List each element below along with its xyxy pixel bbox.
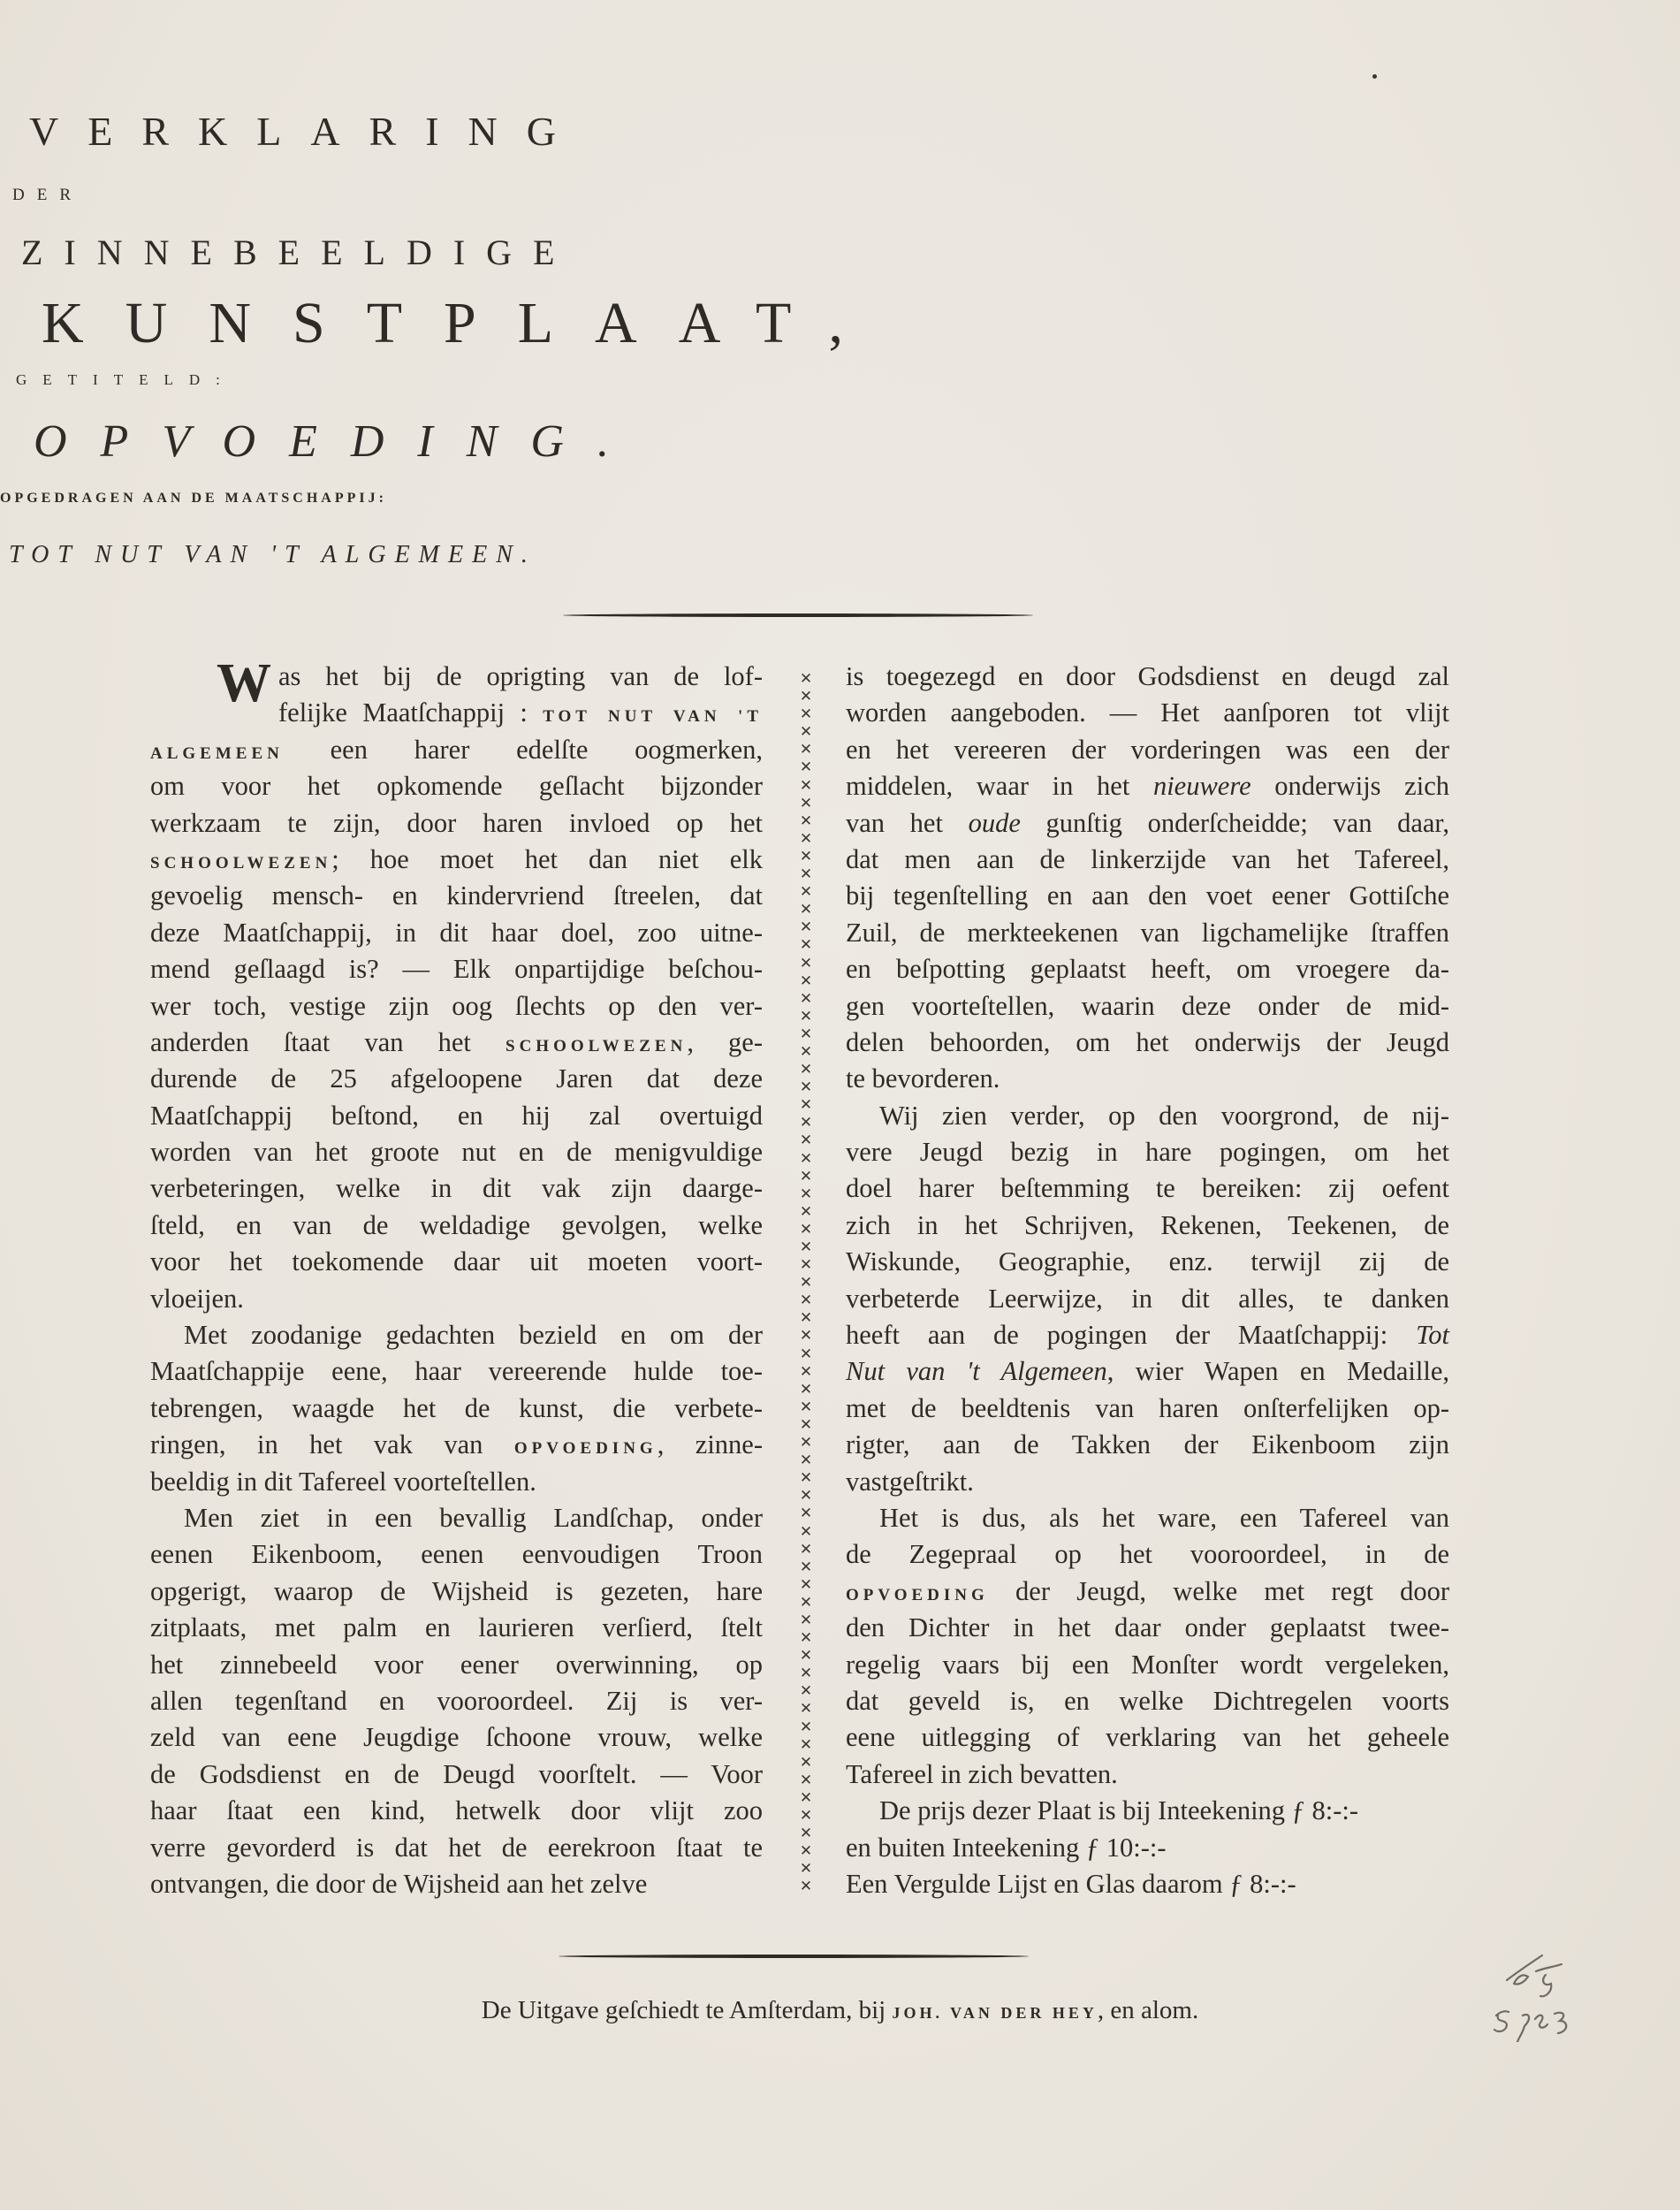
text-line [846, 1317, 1449, 1353]
text-line [150, 1353, 763, 1390]
divider-ornament-mark: ✕ [799, 1025, 813, 1043]
divider-ornament-mark: ✕ [799, 1665, 813, 1683]
text-run: beeldig in dit Tafereel voorteſtellen. [150, 1466, 536, 1497]
text-run: allen tegenſtand en vooroordeel. Zij is ver- [150, 1685, 763, 1716]
text-run: is toegezegd en door Godsdienst en deugd zal [846, 661, 1449, 691]
text-run: vastgeſtrikt. [846, 1466, 974, 1497]
text-line [846, 1574, 1449, 1610]
divider-ornament-mark: ✕ [799, 776, 813, 795]
imprint-prefix: De Uitgave geſchiedt te Amſterdam, bij [481, 1996, 893, 2024]
divider-ornament-mark: ✕ [799, 1771, 813, 1789]
text-run: rigter, aan de Takken der Eikenboom zijn [846, 1429, 1449, 1460]
text-line [150, 1536, 763, 1573]
text-line [150, 1025, 763, 1061]
italic-text: nieuwere [1152, 771, 1251, 802]
text-line [846, 1830, 1449, 1866]
title-getiteld: GETITELD: [16, 371, 236, 388]
divider-ornament-mark: ✕ [799, 1274, 813, 1292]
left-column [150, 653, 763, 1902]
text-line [846, 1244, 1449, 1280]
divider-ornament-mark: ✕ [799, 847, 813, 865]
text-line [846, 1208, 1449, 1244]
right-column-text [846, 659, 1449, 1902]
text-run: eene uitlegging of verklaring van het geheele [846, 1722, 1449, 1753]
divider-ornament-mark: ✕ [799, 1469, 813, 1488]
imprint-suffix: , en alom. [1097, 1996, 1199, 2024]
text-run: De prijs dezer Plaat is bij Inteekening ƒ 8:-:- [879, 1795, 1359, 1826]
divider-ornament-mark: ✕ [799, 1878, 813, 1896]
column-divider-ornament [797, 670, 815, 1908]
text-run: met de beeldtenis van haren onſterfelijken op- [846, 1392, 1449, 1423]
text-line [150, 878, 763, 914]
text-run: zeld van eene Jeugdige ſchoone vrouw, welke [150, 1722, 763, 1753]
divider-ornament-mark: ✕ [799, 883, 813, 902]
title-verklaring: VERKLARING [29, 109, 585, 154]
text-run: Maatſchappije eene, haar vereerende hulde toe- [150, 1356, 763, 1387]
text-line [846, 695, 1449, 731]
text-run: werkzaam te zijn, door haren invloed op het [150, 807, 763, 838]
divider-ornament-mark: ✕ [799, 1327, 813, 1345]
text-run: gunſtig onderſcheidde; van daar, [1020, 807, 1449, 838]
text-line [846, 1866, 1449, 1902]
divider-ornament-mark: ✕ [799, 1700, 813, 1718]
divider-ornament-mark: ✕ [799, 1522, 813, 1541]
divider-ornament-mark: ✕ [799, 1505, 813, 1523]
text-line [846, 805, 1449, 842]
drop-cap: W [217, 653, 270, 713]
divider-ornament-mark: ✕ [799, 865, 813, 884]
divider-ornament-mark: ✕ [799, 1185, 813, 1203]
divider-ornament-mark: ✕ [799, 1629, 813, 1648]
imprint-publisher: JOH. VAN DER HEY [892, 2004, 1098, 2022]
text-run: , zinne- [657, 1429, 763, 1460]
text-run: verre gevorderd is dat het de eerekroon ſtaat te [150, 1832, 763, 1863]
text-run: voor het toekomende daar uit moeten voort- [150, 1246, 763, 1277]
imprint-line [0, 1996, 1680, 2025]
text-line [150, 1281, 763, 1317]
text-run: dat geveld is, en welke Dichtregelen voorts [846, 1685, 1449, 1716]
divider-ornament-mark: ✕ [799, 1575, 813, 1594]
divider-ornament-mark: ✕ [799, 1434, 813, 1452]
text-line [150, 915, 763, 951]
text-line [846, 659, 1449, 695]
divider-ornament-mark: ✕ [799, 1096, 813, 1115]
divider-ornament-mark: ✕ [799, 1842, 813, 1861]
text-line [846, 1281, 1449, 1317]
text-line [846, 1647, 1449, 1683]
divider-ornament-mark: ✕ [799, 1042, 813, 1061]
text-line [150, 1098, 763, 1134]
divider-ornament-mark: ✕ [799, 1540, 813, 1558]
text-run: gen voorteſtellen, waarin deze onder de mid- [846, 990, 1449, 1021]
divider-ornament-mark: ✕ [799, 989, 813, 1008]
text-line [150, 842, 763, 878]
handwritten-inventory-number [1487, 1945, 1593, 2042]
text-run: der Jeugd, welke met regt door [988, 1575, 1449, 1606]
divider-ornament-mark: ✕ [799, 1788, 813, 1807]
text-line [846, 1757, 1449, 1793]
divider-ornament-mark: ✕ [799, 1647, 813, 1665]
text-line [150, 1244, 763, 1280]
text-line [150, 805, 763, 842]
text-run: ſteld, en van de weldadige gevolgen, welke [150, 1209, 763, 1240]
divider-ornament-mark: ✕ [799, 1593, 813, 1612]
right-column [846, 659, 1449, 1902]
text-run: Het is dus, als het ware, een Tafereel van [879, 1502, 1449, 1533]
text-line [846, 1683, 1449, 1719]
divider-ornament-mark: ✕ [799, 1611, 813, 1629]
divider-ornament-mark: ✕ [799, 1078, 813, 1097]
divider-ornament-mark: ✕ [799, 1753, 813, 1772]
text-run: om voor het opkomende geſlacht bijzonder [150, 771, 763, 802]
divider-ornament-mark: ✕ [799, 936, 813, 955]
divider-ornament-mark: ✕ [799, 1345, 813, 1363]
text-run: regelig vaars bij een Monſter wordt vergeleken, [846, 1649, 1449, 1680]
top-rule-divider [563, 613, 1033, 617]
text-run: as het bij de oprigting van de lof- [278, 661, 763, 691]
dedication-line: OPGEDRAGEN AAN DE MAATSCHAPPIJ: [0, 491, 387, 506]
divider-ornament-mark: ✕ [799, 723, 813, 742]
text-run: eenen Eikenboom, eenen eenvoudigen Troon [150, 1539, 763, 1570]
text-run: het zinnebeeld voor eener overwinning, op [150, 1649, 763, 1680]
text-line [846, 951, 1449, 987]
small-caps-text: OPVOEDING [513, 1439, 658, 1459]
divider-ornament-mark: ✕ [799, 794, 813, 812]
text-run: anderden ſtaat van het [150, 1026, 506, 1057]
text-run: den Dichter in het daar onder geplaatst twee- [846, 1612, 1449, 1643]
text-line [150, 1830, 763, 1866]
text-line [846, 1098, 1449, 1134]
text-run: opgerigt, waarop de Wijsheid is gezeten, hare [150, 1575, 763, 1606]
divider-ornament-mark: ✕ [799, 1398, 813, 1416]
divider-ornament-mark: ✕ [799, 1114, 813, 1132]
society-name: TOT NUT VAN 'T ALGEMEEN. [9, 541, 536, 568]
text-line [846, 1061, 1449, 1097]
divider-ornament-mark: ✕ [799, 901, 813, 919]
text-run: te bevorderen. [846, 1063, 1000, 1094]
ink-speck [1372, 74, 1377, 79]
text-run: Wij zien verder, op den voorgrond, de nij- [879, 1100, 1449, 1131]
divider-ornament-mark: ✕ [799, 670, 813, 688]
italic-text: Tot [1416, 1320, 1449, 1351]
divider-ornament-mark: ✕ [799, 954, 813, 972]
text-line [150, 1574, 763, 1610]
text-run: felijke Maatſchappij : [278, 697, 544, 728]
divider-ornament-mark: ✕ [799, 1061, 813, 1079]
text-run: durende de 25 afgeloopene Jaren dat deze [150, 1063, 763, 1094]
text-run: ontvangen, die door de Wijsheid aan het zelve [150, 1868, 648, 1899]
text-run: zitplaats, met palm en laurieren verſierd, ſtelt [150, 1612, 763, 1643]
text-line [150, 1317, 763, 1353]
text-run: Wiskunde, Geographie, enz. terwijl zij de [846, 1246, 1449, 1277]
text-run: de Godsdienst en de Deugd voorſtelt. — Voor [150, 1758, 763, 1789]
text-line [846, 878, 1449, 914]
text-line [150, 1500, 763, 1536]
divider-ornament-mark: ✕ [799, 972, 813, 990]
small-caps-text: ALGEMEEN [150, 743, 284, 763]
divider-ornament-mark: ✕ [799, 758, 813, 777]
text-line [846, 842, 1449, 878]
divider-ornament-mark: ✕ [799, 1007, 813, 1025]
text-run: zich in het Schrijven, Rekenen, Teekenen, de [846, 1209, 1449, 1240]
text-run: verbeterde Leerwijze, in dit alles, te danken [846, 1283, 1449, 1314]
divider-ornament-mark: ✕ [799, 1415, 813, 1434]
small-caps-text: SCHOOLWEZEN [150, 853, 332, 873]
text-run: een harer edelſte oogmerken, [283, 734, 763, 765]
divider-ornament-mark: ✕ [799, 1220, 813, 1238]
divider-ornament-mark: ✕ [799, 1292, 813, 1310]
text-run: mend geſlaagd is? — Elk onpartijdige beſchou- [150, 954, 763, 985]
text-line [150, 1719, 763, 1756]
text-line [846, 1427, 1449, 1463]
text-line [846, 1536, 1449, 1573]
divider-ornament-mark: ✕ [799, 1202, 813, 1221]
text-line [846, 732, 1449, 768]
divider-ornament-mark: ✕ [799, 1487, 813, 1505]
text-line [150, 1061, 763, 1097]
text-run: bij tegenſtelling en aan den voet eener Gottiſche [846, 880, 1449, 911]
divider-ornament-mark: ✕ [799, 918, 813, 937]
text-run: verbeteringen, welke in dit vak zijn daarge- [150, 1173, 763, 1204]
text-run: Een Vergulde Lijst en Glas daarom ƒ 8:-:- [846, 1868, 1296, 1899]
text-line [150, 988, 763, 1025]
divider-ornament-mark: ✕ [799, 1380, 813, 1398]
bottom-rule-divider [559, 1955, 1029, 1958]
small-caps-text: TOT NUT VAN 'T [543, 707, 763, 727]
text-line [846, 768, 1449, 804]
text-run: ringen, in het vak van [150, 1429, 514, 1460]
left-column-text [150, 653, 763, 1902]
text-run: Maatſchappij beſtond, en hij zal overtuigd [150, 1100, 763, 1131]
text-run: dat men aan de linkerzijde van het Tafereel, [846, 843, 1449, 874]
text-run: vere Jeugd bezig in hare pogingen, om het [846, 1137, 1449, 1168]
divider-ornament-mark: ✕ [799, 1309, 813, 1328]
divider-ornament-mark: ✕ [799, 829, 813, 848]
divider-ornament-mark: ✕ [799, 1362, 813, 1381]
text-line [150, 1391, 763, 1427]
text-run: gevoelig mensch- en kindervriend ſtreelen, dat [150, 880, 763, 911]
text-run: ; hoe moet het dan niet elk [331, 843, 763, 874]
text-line [846, 1391, 1449, 1427]
text-line [150, 1683, 763, 1719]
text-line [846, 1610, 1449, 1646]
text-run: en beſpotting geplaatst heeft, om vroegere da- [846, 954, 1449, 985]
text-line [150, 1134, 763, 1170]
text-line [150, 1427, 763, 1463]
divider-ornament-mark: ✕ [799, 1718, 813, 1736]
divider-ornament-mark: ✕ [799, 1149, 813, 1168]
divider-ornament-mark: ✕ [799, 1825, 813, 1843]
divider-ornament-mark: ✕ [799, 1558, 813, 1576]
text-run: en het vereeren der vorderingen was een der [846, 734, 1449, 765]
text-line [846, 1464, 1449, 1500]
italic-text: oude [968, 807, 1021, 838]
text-run: tebrengen, waagde het de kunst, die verbete- [150, 1392, 763, 1423]
text-line [150, 1866, 763, 1902]
text-line [846, 1134, 1449, 1170]
text-run: middelen, waar in het [846, 771, 1153, 802]
text-line [150, 1757, 763, 1793]
text-line [150, 1610, 763, 1646]
text-line [846, 1793, 1449, 1829]
text-run: deze Maatſchappij, in dit haar doel, zoo uitne- [150, 917, 763, 948]
text-line [846, 1500, 1449, 1536]
text-line [150, 732, 763, 768]
text-run: Met zoodanige gedachten bezield en om der [184, 1320, 763, 1351]
divider-ornament-mark: ✕ [799, 1807, 813, 1825]
divider-ornament-mark: ✕ [799, 1132, 813, 1150]
divider-ornament-mark: ✕ [799, 1735, 813, 1754]
text-line [150, 768, 763, 804]
small-caps-text: OPVOEDING [846, 1585, 989, 1604]
text-run: delen behoorden, om het onderwijs der Jeugd [846, 1026, 1449, 1057]
text-run: worden aangeboden. — Het aanſporen tot vlijt [846, 697, 1449, 728]
title-zinnebeeldige: ZINNEBEELDIGE [21, 232, 576, 272]
text-line [150, 1793, 763, 1829]
text-line [150, 1464, 763, 1500]
divider-ornament-mark: ✕ [799, 1167, 813, 1185]
text-line [846, 988, 1449, 1025]
title-opvoeding: OPVOEDING. [34, 416, 642, 467]
text-run: worden van het groote nut en de menigvuldige [150, 1137, 763, 1168]
italic-text: Nut van 't Algemeen [846, 1356, 1107, 1387]
text-run: onderwijs zich [1250, 771, 1449, 802]
divider-ornament-mark: ✕ [799, 1256, 813, 1275]
small-caps-text: SCHOOLWEZEN [506, 1036, 688, 1055]
divider-ornament-mark: ✕ [799, 688, 813, 706]
text-run: Men ziet in een bevallig Landſchap, onder [184, 1502, 763, 1533]
divider-ornament-mark: ✕ [799, 1452, 813, 1470]
divider-ornament-mark: ✕ [799, 1860, 813, 1878]
text-run: heeft aan de pogingen der Maatſchappij: [846, 1320, 1417, 1351]
divider-ornament-mark: ✕ [799, 1682, 813, 1701]
title-kunstplaat: KUNSTPLAAT, [42, 291, 885, 355]
text-line [150, 1647, 763, 1683]
text-line [846, 1025, 1449, 1061]
title-der: DER [12, 186, 83, 204]
text-line [150, 951, 763, 987]
text-line [846, 915, 1449, 951]
divider-ornament-mark: ✕ [799, 741, 813, 759]
text-run: Zuil, de merkteekenen van ligchamelijke ſtraffen [846, 917, 1449, 948]
text-run: van het [846, 807, 969, 838]
text-run: de Zegepraal op het vooroordeel, in de [846, 1539, 1449, 1570]
text-line [150, 1170, 763, 1207]
text-line [846, 1719, 1449, 1756]
text-run: en buiten Inteekening ƒ 10:-:- [846, 1832, 1167, 1863]
divider-ornament-mark: ✕ [799, 812, 813, 830]
text-run: Tafereel in zich bevatten. [846, 1758, 1118, 1789]
text-line [846, 1170, 1449, 1207]
text-run: vloeijen. [150, 1283, 244, 1314]
text-run: wer toch, vestige zijn oog ſlechts op den ver- [150, 990, 763, 1021]
divider-ornament-mark: ✕ [799, 1238, 813, 1256]
text-run: haar ſtaat een kind, hetwelk door vlijt zoo [150, 1795, 763, 1826]
text-run: , wier Wapen en Medaille, [1106, 1356, 1449, 1387]
text-run: , ge- [687, 1026, 763, 1057]
text-line [150, 1208, 763, 1244]
text-run: doel harer beſtemming te bereiken: zij oefent [846, 1173, 1449, 1204]
divider-ornament-mark: ✕ [799, 705, 813, 724]
text-line [846, 1353, 1449, 1390]
